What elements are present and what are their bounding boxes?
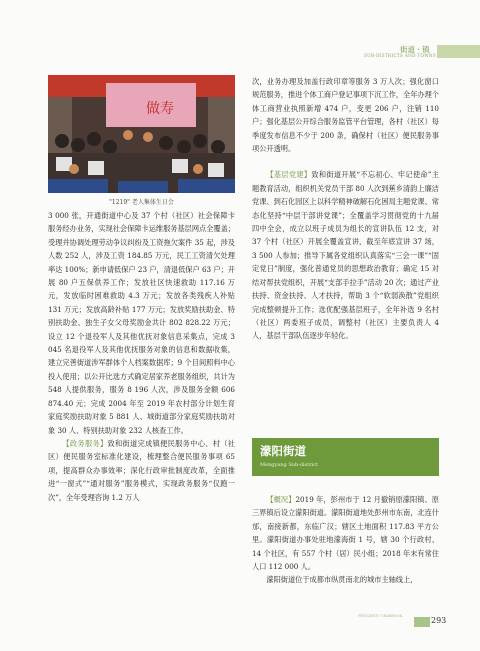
page-number: 293 (431, 616, 447, 625)
right-column (252, 75, 439, 343)
header-accent-bar (437, 45, 480, 58)
government-services-text: 致和街道完成镇便民服务中心、村（社区）便民服务室标准化建设，梳理整合便民服务事项 65 项，提高群众办事效率；深化行政审批制度改革，全面推进“一窗式”“通对服务”服务模式，实现政务服务“仅跑一次”，全年受理咨询 1.2 万人 (48, 438, 235, 502)
footer-label: PENGZHOU YEARBOOK (358, 614, 403, 618)
event-photo (48, 75, 235, 193)
right-para-continued: 次，业务办理及加盖行政印章等服务 3 万人次；强化窗口规范服务，推进个体工商户登记事项下沉工作，全年办理个体工商营业执照新增 474 户，变更 206 户，注销 110 户；强化基层公开综合服务监管平台管理，各村（社区）每季度发布信息不少于 200 条，确保村（社区）便民服务事项公开透明。 (252, 77, 439, 154)
right-para-party-building (252, 168, 439, 342)
photo-illustration (48, 75, 235, 193)
banner-text: 做寿 (146, 101, 174, 117)
party-building-text: 致和街道开展“不忘初心、牢记使命”主题教育活动，组织机关党员干部 80 人次到蕉乡清韵上廉洁党课、到石化园区上以科学精神破解石化困局主题党课、常态化坚持“中层干部讲党课”；全覆盖学习贯彻党的十九届四中全会，成立以班子成员为组长的宣讲队伍 12 支，对 37 个村（社区）开展全覆盖宣讲，截至年底宣讲 37 场，3 500 人参加；推导下属各党组织认真落实“三会一课”“固定党日”制度，强化普通党员的思想政治教育；确定 15 对结对帮扶党组织，开展“支部手拉手”活动 20 次；通过产业扶持、资金扶持、人才扶持，帮助 3 个“软弱涣散”党组织完成整顿提升工作；选优配强基层班子，全年补选 9 名村（社区）两委班子成员，调整村（社区）主要负责人 4 人，基层干部队伍逐步年轻化。 (252, 170, 439, 341)
party-building-tag: 【基层党建】 (266, 170, 312, 180)
left-para-government-services (48, 437, 235, 504)
right-para-location: 濛阳街道位于成都市纵贯南北的城市主轴线上， (266, 575, 418, 585)
section-subtitle: Mengyang Sub-district (260, 462, 319, 468)
footer-accent (414, 617, 430, 627)
header-subtitle: SUB-DISTRICTS AND TOWNS (364, 53, 436, 58)
left-column (48, 209, 235, 504)
section-title: 濛阳街道 (260, 444, 306, 458)
left-para-social-security: 3 000 张，开通街道中心及 37 个村（社区）社会保障卡服务经办业务，实现社会保障卡运维服务基层网点全覆盖；受理并协调处理劳动争议纠纷及工资拖欠案件 35 起，涉及人数 252 人，涉及工资 184.85 万元，民工工资清欠处理率达 100%；新申请低保户 23 户，清退低保户 63 户；开展 80 户五保供养工作；发放社区快速救助 117.16 万元，发放临时困难救助 4.3 万元；发放各类残疾人补贴 131 万元；发放高龄补贴 177 万元；发放奖励扶助金、特别扶助金、独生子女父母奖励金共计 802 828.22 万元；设立 12 个退役军人及其他优抚对象信息采集点，完成 3 045 名退役军人及其他优抚服务对象的信息和数据收集，建立完善街道涉军群体个人档案数据库；9 个目间照料中心投入使用；以公开比选方式确定居家养老服务组织，共计为 548 人提供服务，服务 8 196 人次，涉及服务金额 606 874.40 元；完成 2004 年至 2019 年农村部分计划生育家庭奖励扶助对象 5 881 人、城街道部分家庭奖励扶助对象 30 人、特别扶助对象 232 人核查工作。 (48, 211, 235, 435)
photo-caption: "1219" 老人集体生日会 (109, 199, 174, 206)
overview-text: 2019 年，彭州市于 12 月撤销原濛阳镇、原三界镇后设立濛阳街道。濛阳街道地处彭州市东南，北连什邡，南接新都，东临广汉；辖区土地面积 117.83 平方公里。濛阳街道办事处驻地濛海街 1 号，辖 30 个行政村、14 个社区，有 557 个村（居）民小组；2018 年末有常住人口 112 000 人。 (252, 495, 439, 572)
right-para-overview (252, 493, 439, 573)
overview-tag: 【概况】 (266, 495, 296, 504)
right-column-lower (252, 493, 439, 587)
header-title: 街道 · 镇 (400, 45, 430, 54)
section-banner (252, 438, 439, 476)
government-services-tag: 【政务服务】 (62, 438, 108, 448)
